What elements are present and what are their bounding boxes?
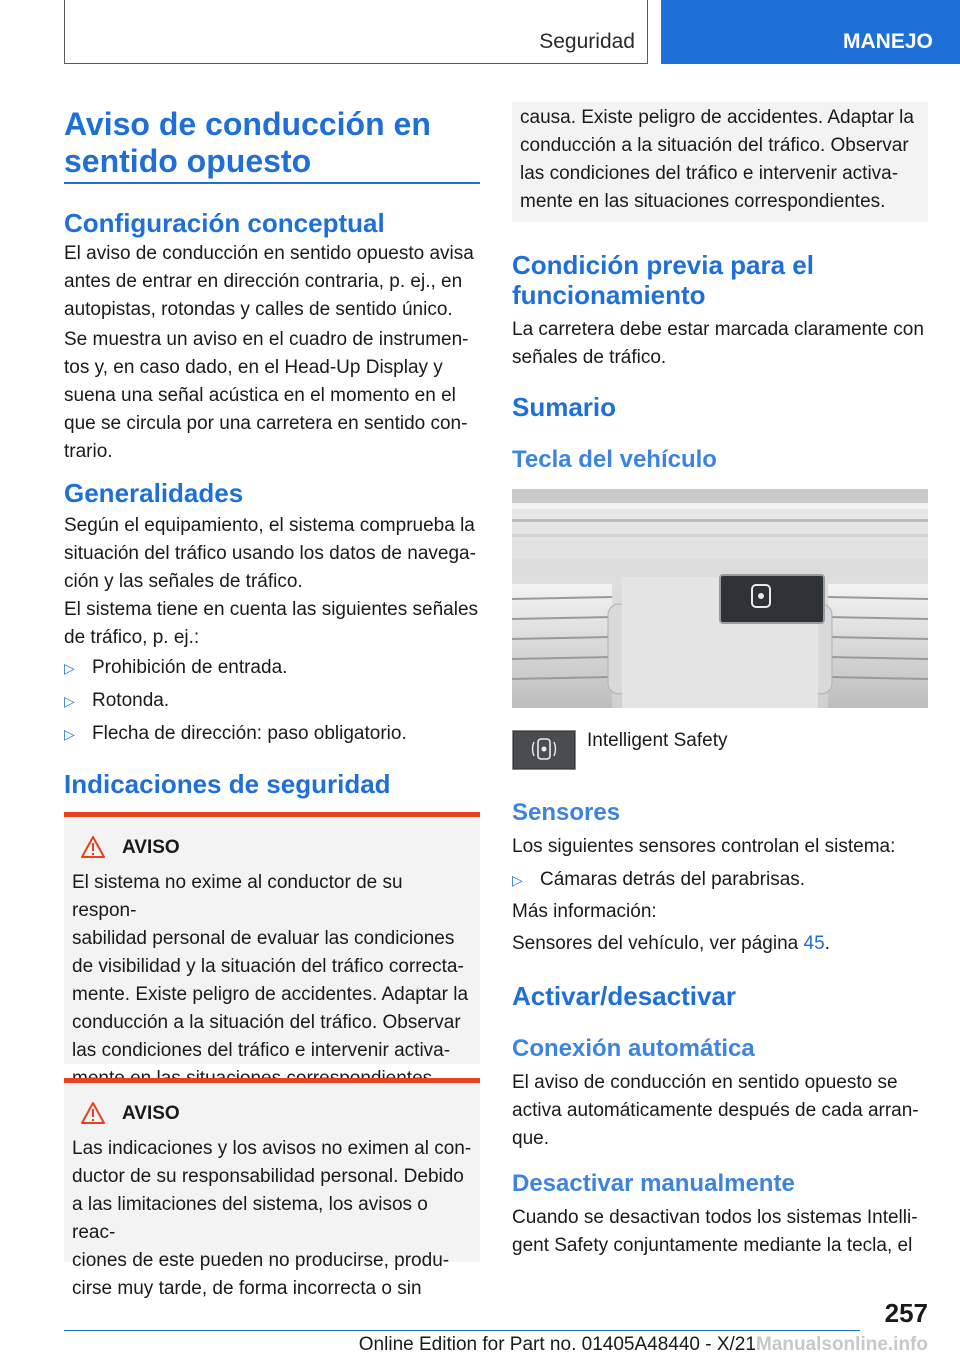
edition-text: Online Edition for Part no. 01405A48440 - X/21: [358, 1334, 756, 1355]
auto-paragraph: [512, 1069, 928, 1153]
reference-end: .: [824, 933, 830, 954]
text-line: ductor de su responsabilidad personal. Debido: [72, 1166, 464, 1187]
page-reference-link[interactable]: 45: [803, 933, 825, 954]
warning-box-1: [64, 812, 480, 1064]
text-line: conducción a la situación del tráfico. Observar: [72, 1012, 461, 1033]
footer-edition: [359, 1334, 928, 1356]
text-line: señales de tráfico.: [512, 347, 667, 368]
text-line: trario.: [64, 441, 113, 462]
list-item-text: Cámaras detrás del parabrisas.: [540, 869, 806, 890]
bullet-triangle-icon: ▷: [64, 660, 75, 676]
text-line: suena una señal acústica en el momento en el: [64, 385, 456, 406]
warning-triangle-icon: [80, 835, 106, 859]
header-section-title: Seguridad: [539, 30, 635, 53]
text-line: El sistema no exime al conductor de su respon-: [72, 872, 403, 921]
concept-paragraph-2: [64, 326, 480, 466]
list-item-text: Prohibición de entrada.: [92, 657, 288, 678]
warning-title: AVISO: [122, 1103, 180, 1124]
general-heading: Generalidades: [64, 478, 244, 508]
text-line: activa automáticamente después de cada arran-: [512, 1100, 919, 1121]
warning-title: AVISO: [122, 837, 180, 858]
footer-rule: [64, 1330, 860, 1331]
list-item-text: Rotonda.: [92, 690, 170, 711]
activate-heading: Activar/desactivar: [512, 981, 737, 1011]
title-rule: [64, 182, 480, 184]
text-line: las condiciones del tráfico e intervenir activa-: [72, 1040, 451, 1061]
sensors-heading: Sensores: [512, 799, 621, 826]
text-line: El sistema tiene en cuenta las siguientes señales: [64, 599, 479, 620]
header-chapter-label: MANEJO: [843, 30, 933, 53]
bullet-triangle-icon: ▷: [512, 872, 523, 888]
text-line: El aviso de conducción en sentido opuesto se: [512, 1072, 898, 1093]
text-line: ción y las señales de tráfico.: [64, 571, 303, 592]
page-number: 257: [884, 1298, 928, 1328]
general-paragraph-2: [64, 596, 480, 652]
sensors-paragraph: Los siguientes sensores controlan el sistema:: [512, 836, 896, 857]
text-line: Las indicaciones y los avisos no eximen al con-: [72, 1138, 472, 1159]
list-item: [64, 687, 480, 715]
text-line: que.: [512, 1128, 549, 1149]
text-line: Según el equipamiento, el sistema comprueba la: [64, 515, 475, 536]
manual-heading: Desactivar manualmente: [512, 1170, 795, 1197]
general-paragraph-1: [64, 512, 480, 596]
text-line: de visibilidad y la situación del tráfico correcta-: [72, 956, 464, 977]
list-item: [64, 654, 480, 682]
text-line: cirse muy tarde, de forma incorrecta o sin: [72, 1278, 422, 1299]
auto-heading: Conexión automática: [512, 1035, 755, 1062]
warning-text: [72, 869, 472, 1093]
button-label: Intelligent Safety: [587, 730, 728, 751]
text-line: conducción a la situación del tráfico. Observar: [520, 135, 909, 156]
warning-text: [520, 104, 920, 216]
text-line: que se circula por una carretera en sentido con-: [64, 413, 468, 434]
text-line: las condiciones del tráfico e intervenir activa-: [520, 163, 899, 184]
text-line: mente en las situaciones correspondientes.: [520, 191, 886, 212]
text-line: sabilidad personal de evaluar las condiciones: [72, 928, 455, 949]
text-line: Cuando se desactivan todos los sistemas Intelli-: [512, 1207, 918, 1228]
text-line: antes de entrar en dirección contraria, p. ej., en: [64, 271, 463, 292]
text-line: tos y, en caso dado, en el Head-Up Display y: [64, 357, 443, 378]
concept-heading: Configuración conceptual: [64, 208, 385, 238]
list-item: [512, 866, 928, 894]
reference-line: [512, 930, 928, 958]
text-line: Se muestra un aviso en el cuadro de instrumen-: [64, 329, 469, 350]
intelligent-safety-button-icon: [512, 730, 576, 770]
warning-box-2: [64, 1078, 480, 1299]
list-item: [64, 720, 480, 748]
precondition-heading-line2: funcionamiento: [512, 280, 706, 310]
safety-heading: Indicaciones de seguridad: [64, 769, 391, 799]
text-line: El aviso de conducción en sentido opuesto avisa: [64, 243, 474, 264]
text-line: gent Safety conjuntamente mediante la tecla, el: [512, 1235, 913, 1256]
vehicle-button-photo: [512, 489, 928, 708]
list-item-text: Flecha de dirección: paso obligatorio.: [92, 723, 407, 744]
text-line: de tráfico, p. ej.:: [64, 627, 200, 648]
text-line: autopistas, rotondas y calles de sentido único.: [64, 299, 453, 320]
warning-triangle-icon: [80, 1101, 106, 1125]
warning-box-2-continued: [512, 102, 928, 222]
header-chapter-tab[interactable]: [661, 0, 960, 64]
precondition-paragraph: [512, 316, 928, 372]
page-title-line1: Aviso de conducción en: [64, 106, 431, 142]
bullet-triangle-icon: ▷: [64, 726, 75, 742]
bullet-triangle-icon: ▷: [64, 693, 75, 709]
summary-heading: Sumario: [512, 392, 617, 422]
warning-text: [72, 1135, 472, 1303]
text-line: La carretera debe estar marcada claramente con: [512, 319, 924, 340]
watermark-text: Manualsonline.info: [755, 1334, 928, 1355]
vehicle-key-heading: Tecla del vehículo: [512, 446, 717, 473]
text-line: situación del tráfico usando los datos de navega-: [64, 543, 476, 564]
text-line: causa. Existe peligro de accidentes. Adaptar la: [520, 107, 914, 128]
text-line: mente. Existe peligro de accidentes. Adaptar la: [72, 984, 469, 1005]
page-title-line2: sentido opuesto: [64, 143, 312, 179]
precondition-heading-line1: Condición previa para el: [512, 250, 814, 280]
more-info-label: Más información:: [512, 901, 657, 922]
text-line: a las limitaciones del sistema, los avisos o reac-: [72, 1194, 428, 1243]
concept-paragraph-1: [64, 240, 480, 324]
manual-paragraph: [512, 1204, 928, 1260]
text-line: ciones de este pueden no producirse, produ-: [72, 1250, 450, 1271]
reference-text: Sensores del vehículo, ver página: [512, 933, 804, 954]
